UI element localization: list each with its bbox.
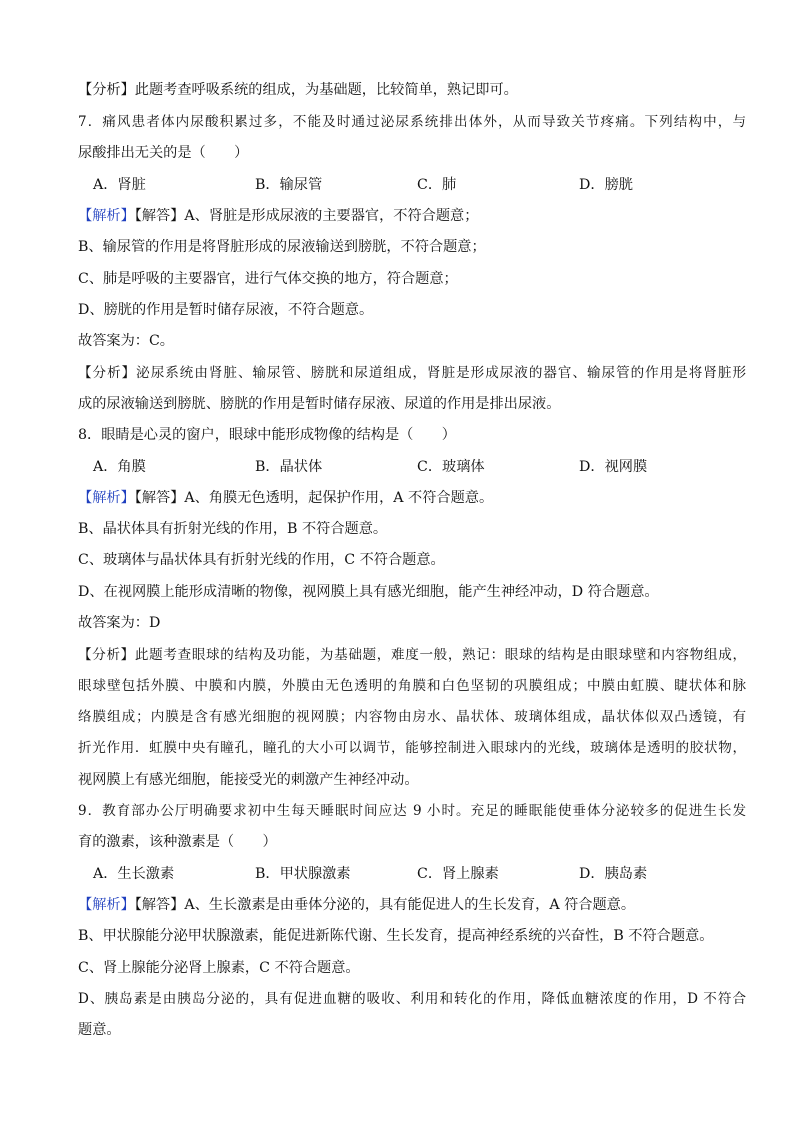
q7-stem-line2: 尿酸排出无关的是（ ） (78, 145, 249, 161)
q8-option-b: B．晶状体 (255, 459, 323, 475)
q7-analysis-line1: 【分析】泌尿系统由肾脏、输尿管、膀胱和尿道组成，肾脏是形成尿液的器官、输尿管的作用是将肾脏形 (78, 365, 746, 381)
q8-analysis-line3: 络膜组成；内膜是含有感光细胞的视网膜；内容物由房水、晶状体、玻璃体组成，晶状体似双凸透镜，有 (78, 709, 746, 725)
q8-answer-line4: D、在视网膜上能形成清晰的物像，视网膜上具有感光细胞，能产生神经冲动，D 符合题意。 (78, 584, 659, 600)
q7-answer-line4: D、膀胱的作用是暂时储存尿液，不符合题意。 (78, 302, 374, 318)
q9-stem-line2: 育的激素，该种激素是（ ） (78, 834, 277, 850)
q8-option-a: A．角膜 (93, 459, 146, 475)
q8-answer-line1 (78, 488, 493, 508)
q8-answer-line2: B、晶状体具有折射光线的作用，B 不符合题意。 (78, 521, 388, 537)
q7-answer-line3: C、肺是呼吸的主要器官，进行气体交换的地方，符合题意； (78, 271, 458, 287)
q7-option-d: D．膀胱 (579, 177, 633, 193)
q8-analysis-line4: 折光作用．虹膜中央有瞳孔，瞳孔的大小可以调节，能够控制进入眼球内的光线，玻璃体是透明的胶状物， (78, 740, 746, 756)
q9-answer-line2: B、甲状腺能分泌甲状腺激素，能促进新陈代谢、生长发育，提高神经系统的兴奋性，B 不符合题意。 (78, 928, 714, 944)
q9-jiexi-tag: 【解析】 (78, 897, 135, 913)
q7-stem-line1: 7．痛风患者体内尿酸积累过多，不能及时通过泌尿系统排出体外，从而导致关节疼痛。下列结构中，与 (78, 114, 746, 130)
q7-option-b: B．输尿管 (255, 177, 323, 193)
q9-answer-line1 (78, 895, 635, 915)
q7-analysis-line2: 成的尿液输送到膀胱、膀胱的作用是暂时储存尿液、尿道的作用是排出尿液。 (78, 396, 561, 412)
q8-jiexi-tag: 【解析】 (78, 490, 135, 506)
q9-stem-line1: 9．教育部办公厅明确要求初中生每天睡眠时间应达 9 小时。充足的睡眠能使垂体分泌较多的促进生长发 (78, 803, 746, 819)
q9-answer-line3: C、肾上腺能分泌肾上腺素，C 不符合题意。 (78, 960, 360, 976)
q7-option-c: C．肺 (417, 177, 457, 193)
q7-answer-text: 【解答】A、肾脏是形成尿液的主要器官，不符合题意； (134, 208, 479, 224)
q8-analysis-line1: 【分析】此题考查眼球的结构及功能，为基础题，难度一般，熟记：眼球的结构是由眼球壁和内容物组成， (78, 647, 746, 663)
q8-answer-line3: C、玻璃体与晶状体具有折射光线的作用，C 不符合题意。 (78, 552, 445, 568)
q8-option-d: D．视网膜 (579, 459, 648, 475)
q9-answer-line5: 题意。 (78, 1022, 121, 1038)
q7-jiexi-tag: 【解析】 (78, 208, 135, 224)
q8-analysis-line2: 眼球壁包括外膜、中膜和内膜，外膜由无色透明的角膜和白色坚韧的巩膜组成；中膜由虹膜、睫状体和脉 (78, 678, 746, 694)
q9-option-d: D．胰岛素 (579, 866, 648, 882)
q8-final-answer: 故答案为：D (78, 615, 161, 631)
q7-final-answer: 故答案为：C。 (78, 333, 174, 349)
q9-answer-line4: D、胰岛素是由胰岛分泌的，具有促进血糖的吸收、利用和转化的作用，降低血糖浓度的作用，D 不符合 (78, 991, 746, 1007)
q8-analysis-line5: 视网膜上有感光细胞，能接受光的刺激产生神经冲动。 (78, 772, 419, 788)
q8-option-c: C．玻璃体 (417, 459, 485, 475)
q9-option-c: C．肾上腺素 (417, 866, 499, 882)
analysis-q6: 【分析】此题考查呼吸系统的组成，为基础题，比较简单，熟记即可。 (78, 82, 518, 98)
q8-stem: 8．眼睛是心灵的窗户，眼球中能形成物像的结构是（ ） (78, 427, 456, 443)
q7-answer-line2: B、输尿管的作用是将肾脏形成的尿液输送到膀胱，不符合题意； (78, 239, 486, 255)
q9-answer-text: 【解答】A、生长激素是由垂体分泌的，具有能促进人的生长发育，A 符合题意。 (134, 897, 636, 913)
q8-answer-text: 【解答】A、角膜无色透明，起保护作用，A 不符合题意。 (134, 490, 494, 506)
q7-option-a: A．肾脏 (93, 177, 146, 193)
q9-option-a: A．生长激素 (93, 866, 175, 882)
q7-answer-line1 (78, 206, 478, 226)
q9-option-b: B．甲状腺激素 (255, 866, 351, 882)
